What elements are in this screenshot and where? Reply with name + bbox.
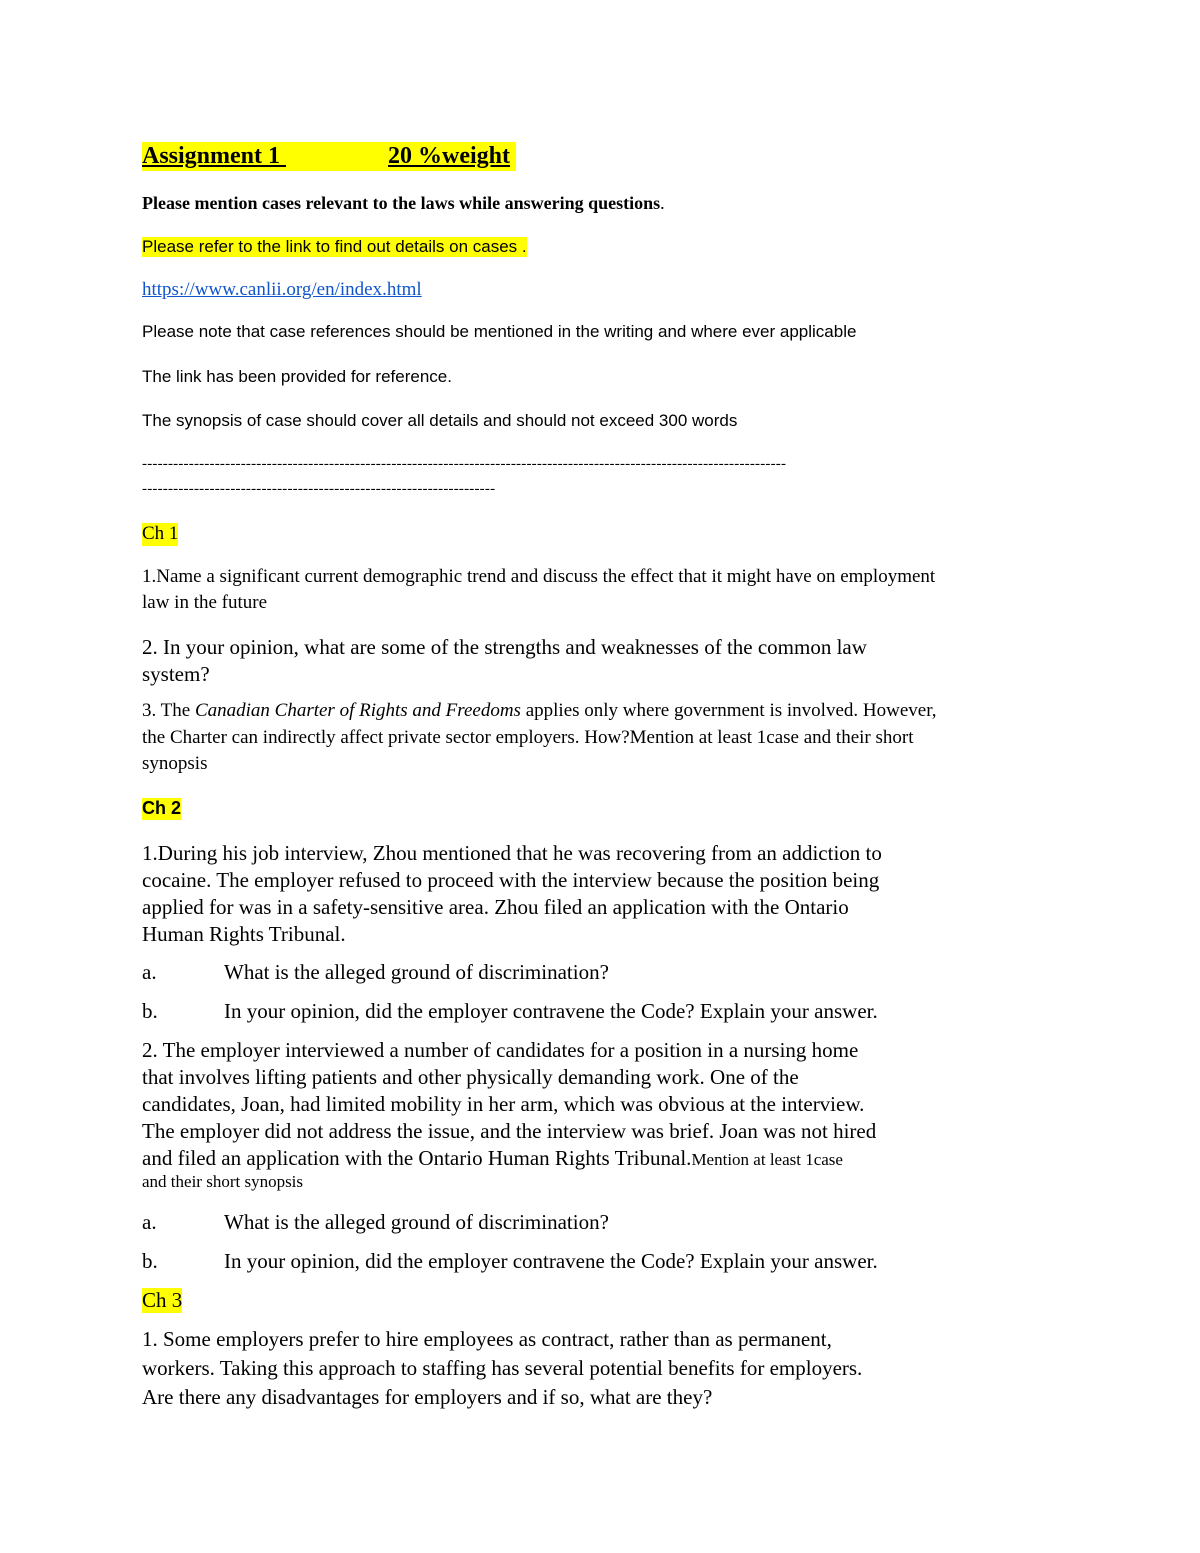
ch1-question-2-line-2: system? <box>142 662 210 686</box>
canlii-link[interactable]: https://www.canlii.org/en/index.html <box>142 279 422 300</box>
link-provided-note: The link has been provided for reference. <box>142 367 452 386</box>
ch2-question-1-line-3: applied for was in a safety-sensitive area. Zhou filed an application with the Ontario <box>142 895 849 919</box>
ch3-question-1-line-2: workers. Taking this approach to staffing has several potential benefits for employers. <box>142 1356 863 1380</box>
chapter-3-heading: Ch 3 <box>142 1288 183 1312</box>
separator-line-1: ---------------------------------------------------------------------------------------------------------------------------- <box>142 456 787 472</box>
ch2-question-2-part-b: b. In your opinion, did the employer contravene the Code? Explain your answer. <box>142 1249 878 1273</box>
ch2-question-2-line-4: The employer did not address the issue, and the interview was brief. Joan was not hired <box>142 1119 877 1143</box>
ch2-question-2-line-3: candidates, Joan, had limited mobility in her arm, which was obvious at the interview. <box>142 1092 865 1116</box>
ch1-question-3-line-3: synopsis <box>142 753 208 774</box>
assignment-title-left: Assignment 1 <box>142 143 281 169</box>
ch2-question-2-part-a: a. What is the alleged ground of discrimination? <box>142 1210 609 1234</box>
ch2-question-1-line-4: Human Rights Tribunal. <box>142 922 346 946</box>
assignment-title <box>142 142 516 171</box>
ch3-question-1-line-1: 1. Some employers prefer to hire employees as contract, rather than as permanent, <box>142 1327 832 1351</box>
cases-note: Please mention cases relevant to the laws while answering questions. <box>142 193 665 213</box>
ch1-question-1-line-1: 1.Name a significant current demographic trend and discuss the effect that it might have on employment <box>142 566 936 587</box>
ch1-question-3-line-2: the Charter can indirectly affect private sector employers. How?Mention at least 1case and their short <box>142 727 914 748</box>
ch2-question-1-part-b: b. In your opinion, did the employer contravene the Code? Explain your answer. <box>142 999 878 1023</box>
ch2-question-1-part-a: a. What is the alleged ground of discrimination? <box>142 960 609 984</box>
ch2-question-1-line-1: 1.During his job interview, Zhou mentioned that he was recovering from an addiction to <box>142 841 882 865</box>
ch1-question-1-line-2: law in the future <box>142 592 268 613</box>
ch3-question-1-line-3: Are there any disadvantages for employers and if so, what are they? <box>142 1385 713 1409</box>
ch2-question-2-line-2: that involves lifting patients and other physically demanding work. One of the <box>142 1065 799 1089</box>
case-references-note: Please note that case references should be mentioned in the writing and where ever applicable <box>142 322 857 341</box>
chapter-2-heading: Ch 2 <box>142 798 182 818</box>
ch2-question-1-line-2: cocaine. The employer refused to proceed with the interview because the position being <box>142 868 880 892</box>
refer-link-note: Please refer to the link to find out details on cases . <box>142 237 527 256</box>
ch1-question-3-line-1: 3. The Canadian Charter of Rights and Freedoms applies only where government is involved. However, <box>142 700 937 721</box>
ch2-question-2-line-6: and their short synopsis <box>142 1172 304 1191</box>
ch2-question-2-line-1: 2. The employer interviewed a number of candidates for a position in a nursing home <box>142 1038 859 1062</box>
ch2-question-2-line-5: and filed an application with the Ontario Human Rights Tribunal.Mention at least 1case <box>142 1146 843 1170</box>
synopsis-rule: The synopsis of case should cover all details and should not exceed 300 words <box>142 411 738 430</box>
charter-title: Canadian Charter of Rights and Freedoms <box>194 700 521 721</box>
chapter-1-heading: Ch 1 <box>142 523 179 544</box>
separator-line-2: -------------------------------------------------------------------- <box>142 481 496 497</box>
ch1-question-2-line-1: 2. In your opinion, what are some of the strengths and weaknesses of the common law <box>142 635 867 659</box>
assignment-weight: 20 %weight <box>388 143 511 169</box>
